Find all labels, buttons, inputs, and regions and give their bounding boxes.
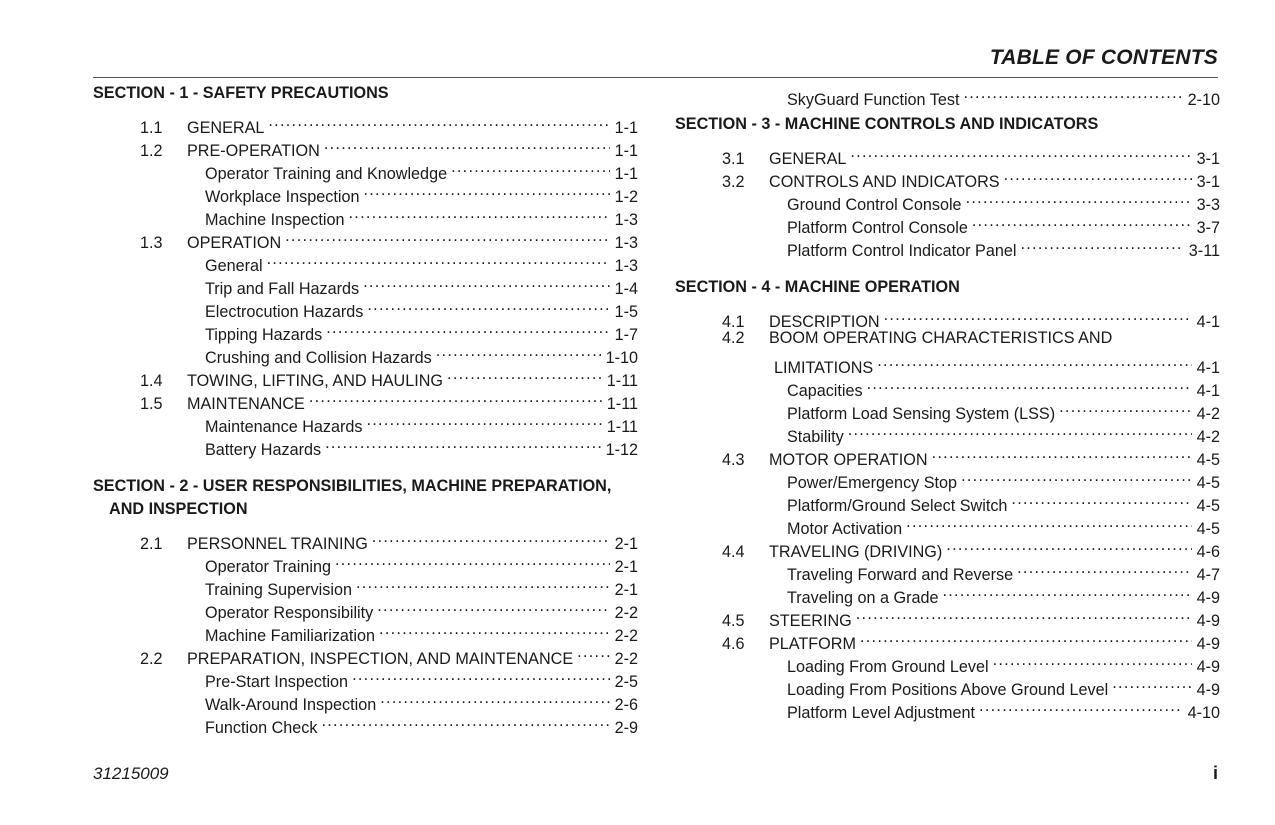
toc-entry-page: 4-2 — [1196, 405, 1220, 423]
toc-leader-dots — [324, 133, 610, 156]
toc-entry[interactable] — [675, 82, 1220, 109]
toc-leader-dots — [321, 710, 609, 733]
toc-leader-dots — [850, 141, 1191, 164]
toc-leader-dots — [447, 363, 602, 386]
toc-leader-dots — [268, 110, 609, 133]
toc-leader-dots — [380, 687, 609, 710]
section-1-heading: SECTION - 1 - SAFETY PRECAUTIONS — [93, 84, 389, 102]
toc-leader-dots — [1004, 164, 1192, 187]
toc-leader-dots — [367, 294, 609, 317]
toc-entry-page: 4-9 — [1196, 612, 1220, 630]
toc-entry-page: 3-11 — [1188, 242, 1220, 260]
toc-entry-page: 1-4 — [614, 280, 638, 298]
toc-entry-page: 4-9 — [1196, 658, 1220, 676]
toc-leader-dots — [966, 187, 1192, 210]
toc-entry-title: Crushing and Collision Hazards — [205, 349, 432, 367]
toc-entry-page: 4-9 — [1196, 681, 1220, 699]
toc-leader-dots — [1020, 233, 1183, 256]
toc-leader-dots — [379, 618, 610, 641]
section-2-heading-line1: SECTION - 2 - USER RESPONSIBILITIES, MACHINE PREPARATION, — [93, 477, 612, 495]
toc-leader-dots — [932, 442, 1192, 465]
toc-entry-page: 2-6 — [614, 696, 638, 714]
toc-leader-dots — [356, 572, 610, 595]
toc-entry-page: 4-9 — [1196, 635, 1220, 653]
toc-entry-title: MAINTENANCE — [187, 395, 305, 413]
toc-entry-title: PLATFORM — [769, 635, 856, 653]
toc-entry-page: 1-2 — [614, 188, 638, 206]
header-divider — [93, 77, 1218, 78]
toc-entry-title: GENERAL — [769, 150, 847, 168]
toc-entry-number: 1.4 — [140, 372, 163, 390]
toc-entry-page: 1-3 — [614, 257, 638, 275]
toc-entry-title: LIMITATIONS — [774, 359, 874, 377]
toc-leader-dots — [1059, 396, 1191, 419]
toc-entry-title: Platform Load Sensing System (LSS) — [787, 405, 1056, 423]
toc-leader-dots — [325, 432, 601, 455]
toc-entry-title: Ground Control Console — [787, 196, 962, 214]
toc-entry-page: 4-1 — [1196, 313, 1220, 331]
toc-leader-dots — [363, 271, 609, 294]
section-2-heading — [93, 475, 638, 521]
toc-entry-page: 4-5 — [1196, 451, 1220, 469]
toc-entry-title: PRE-OPERATION — [187, 142, 320, 160]
toc-leader-dots — [326, 317, 609, 340]
toc-leader-dots — [267, 248, 610, 271]
toc-entry-title: Capacities — [787, 382, 863, 400]
toc-leader-dots — [942, 580, 1191, 603]
section-2-continued-entries — [675, 82, 1220, 109]
toc-entry-title: Machine Familiarization — [205, 627, 376, 645]
toc-entry-number: 4.3 — [722, 451, 745, 469]
toc-entry-title: Workplace Inspection — [205, 188, 360, 206]
toc-leader-dots — [366, 409, 601, 432]
toc-entry-title: GENERAL — [187, 119, 265, 137]
toc-entry-title: Walk-Around Inspection — [205, 696, 377, 714]
toc-entry-title: Electrocution Hazards — [205, 303, 364, 321]
toc-entry-title: Loading From Positions Above Ground Level — [787, 681, 1109, 699]
toc-entry-title: Traveling on a Grade — [787, 589, 939, 607]
toc-entry-title: TRAVELING (DRIVING) — [769, 543, 943, 561]
toc-entry-number: 2.2 — [140, 650, 163, 668]
toc-entry-title: CONTROLS AND INDICATORS — [769, 173, 1000, 191]
toc-entry-title: Operator Training and Knowledge — [205, 165, 448, 183]
toc-entry-page: 4-6 — [1196, 543, 1220, 561]
toc-entry-title: Training Supervision — [205, 581, 352, 599]
toc-entry-page: 4-5 — [1196, 497, 1220, 515]
toc-entry-title: Pre-Start Inspection — [205, 673, 349, 691]
toc-entry[interactable] — [675, 327, 1220, 350]
toc-entry-page: 1-11 — [606, 395, 638, 413]
document-number: 31215009 — [93, 764, 169, 783]
section-4-heading: SECTION - 4 - MACHINE OPERATION — [675, 278, 960, 296]
toc-leader-dots — [436, 340, 601, 363]
toc-leader-dots — [1017, 557, 1191, 580]
toc-entry-number: 1.3 — [140, 234, 163, 252]
toc-entry-page: 1-11 — [606, 418, 638, 436]
toc-leader-dots — [372, 526, 610, 549]
page-title: TABLE OF CONTENTS — [989, 46, 1218, 69]
toc-entry-page: 2-2 — [614, 650, 638, 668]
toc-leader-dots — [867, 373, 1192, 396]
toc-entry-page: 3-7 — [1196, 219, 1220, 237]
toc-leader-dots — [856, 603, 1192, 626]
toc-entry-title: General — [205, 257, 263, 275]
toc-entry-title: Traveling Forward and Reverse — [787, 566, 1014, 584]
toc-entry-number: 3.2 — [722, 173, 745, 191]
toc-leader-dots — [963, 82, 1182, 105]
toc-entry-title: SkyGuard Function Test — [787, 91, 960, 109]
section-2-entries — [93, 526, 638, 737]
toc-entry-page: 1-1 — [614, 142, 638, 160]
toc-leader-dots — [946, 534, 1191, 557]
toc-entry-page: 1-5 — [614, 303, 638, 321]
toc-leader-dots — [993, 649, 1192, 672]
toc-entry-page: 1-1 — [614, 119, 638, 137]
toc-entry-page: 3-3 — [1196, 196, 1220, 214]
toc-leader-dots — [848, 419, 1192, 442]
toc-entry-title: Loading From Ground Level — [787, 658, 989, 676]
toc-leader-dots — [363, 179, 609, 202]
toc-leader-dots — [1112, 672, 1191, 695]
toc-entry[interactable] — [675, 141, 1220, 168]
toc-entry-page: 4-1 — [1196, 382, 1220, 400]
toc-entry-title: Platform/Ground Select Switch — [787, 497, 1008, 515]
toc-entry-number: 4.1 — [722, 313, 745, 331]
toc-entry-title: DESCRIPTION — [769, 313, 880, 331]
toc-leader-dots — [860, 626, 1192, 649]
toc-entry-title: OPERATION — [187, 234, 282, 252]
toc-entry-title: BOOM OPERATING CHARACTERISTICS AND — [769, 329, 1113, 347]
toc-entry-title: STEERING — [769, 612, 852, 630]
section-2-heading-line2: AND INSPECTION — [109, 500, 248, 518]
toc-entry-page: 2-1 — [614, 581, 638, 599]
toc-entry-title: Operator Responsibility — [205, 604, 374, 622]
toc-leader-dots — [906, 511, 1191, 534]
toc-entry-title: Power/Emergency Stop — [787, 474, 958, 492]
toc-leader-dots — [352, 664, 610, 687]
toc-entry-number: 2.1 — [140, 535, 163, 553]
toc-entry-title: Platform Control Console — [787, 219, 968, 237]
toc-entry-page: 2-1 — [614, 535, 638, 553]
section-3-heading: SECTION - 3 - MACHINE CONTROLS AND INDICATORS — [675, 115, 1099, 133]
toc-entry-title: Machine Inspection — [205, 211, 345, 229]
toc-entry-number: 1.5 — [140, 395, 163, 413]
toc-entry-number: 1.2 — [140, 142, 163, 160]
toc-entry-page: 1-7 — [614, 326, 638, 344]
toc-entry-title: Tipping Hazards — [205, 326, 323, 344]
toc-entry-title: Trip and Fall Hazards — [205, 280, 360, 298]
toc-entry-title: Platform Control Indicator Panel — [787, 242, 1017, 260]
toc-leader-dots — [335, 549, 610, 572]
toc-entry-page: 1-3 — [614, 234, 638, 252]
toc-entry[interactable] — [93, 526, 638, 553]
left-column — [93, 82, 638, 737]
toc-entry-title: PERSONNEL TRAINING — [187, 535, 368, 553]
toc-entry[interactable] — [675, 350, 1220, 377]
toc-leader-dots — [377, 595, 609, 618]
toc-entry-title: PREPARATION, INSPECTION, AND MAINTENANCE — [187, 650, 574, 668]
toc-leader-dots — [979, 695, 1183, 718]
toc-entry-number: 1.1 — [140, 119, 163, 137]
section-3-entries — [675, 141, 1220, 260]
section-1-entries — [93, 110, 638, 459]
toc-entry-title: Platform Level Adjustment — [787, 704, 976, 722]
toc-leader-dots — [884, 304, 1192, 327]
toc-entry-page: 4-1 — [1196, 359, 1220, 377]
toc-entry-title: MOTOR OPERATION — [769, 451, 928, 469]
toc-entry-page: 1-1 — [614, 165, 638, 183]
toc-entry-page: 3-1 — [1196, 150, 1220, 168]
toc-entry-page: 4-7 — [1196, 566, 1220, 584]
toc-entry[interactable] — [675, 304, 1220, 331]
toc-entry-number: 4.5 — [722, 612, 745, 630]
toc-entry-page: 4-10 — [1187, 704, 1220, 722]
toc-leader-dots — [348, 202, 609, 225]
toc-entry-title: Operator Training — [205, 558, 331, 576]
toc-entry-title: Stability — [787, 428, 844, 446]
toc-entry-title: Battery Hazards — [205, 441, 322, 459]
toc-leader-dots — [961, 465, 1192, 488]
right-column — [675, 82, 1220, 722]
toc-entry-page: 3-1 — [1196, 173, 1220, 191]
toc-entry-number: 4.2 — [722, 329, 745, 347]
toc-entry[interactable] — [93, 110, 638, 137]
toc-entry-page: 2-2 — [614, 627, 638, 645]
toc-entry-page: 2-10 — [1187, 91, 1220, 109]
toc-entry-title: Function Check — [205, 719, 318, 737]
toc-entry-page: 1-3 — [614, 211, 638, 229]
toc-entry-number: 4.6 — [722, 635, 745, 653]
toc-leader-dots — [877, 350, 1191, 373]
page-number: i — [1212, 763, 1218, 783]
toc-entry-title: Motor Activation — [787, 520, 903, 538]
toc-leader-dots — [577, 641, 609, 664]
toc-entry-page: 4-5 — [1196, 474, 1220, 492]
toc-leader-dots — [309, 386, 602, 409]
toc-entry-title: TOWING, LIFTING, AND HAULING — [187, 372, 444, 390]
section-4-entries — [675, 304, 1220, 722]
toc-entry-page: 2-1 — [614, 558, 638, 576]
toc-entry-page: 2-2 — [614, 604, 638, 622]
toc-entry-page: 4-2 — [1196, 428, 1220, 446]
toc-leader-dots — [1011, 488, 1191, 511]
toc-leader-dots — [285, 225, 609, 248]
toc-entry-page: 1-10 — [605, 349, 638, 367]
toc-entry-page: 2-9 — [614, 719, 638, 737]
toc-entry-page: 4-9 — [1196, 589, 1220, 607]
toc-entry-page: 2-5 — [614, 673, 638, 691]
toc-entry-number: 3.1 — [722, 150, 745, 168]
toc-entry-page: 1-12 — [605, 441, 638, 459]
toc-entry-page: 4-5 — [1196, 520, 1220, 538]
toc-entry-page: 1-11 — [606, 372, 638, 390]
toc-entry-number: 4.4 — [722, 543, 745, 561]
toc-leader-dots — [451, 156, 610, 179]
toc-entry-title: Maintenance Hazards — [205, 418, 363, 436]
toc-leader-dots — [972, 210, 1192, 233]
